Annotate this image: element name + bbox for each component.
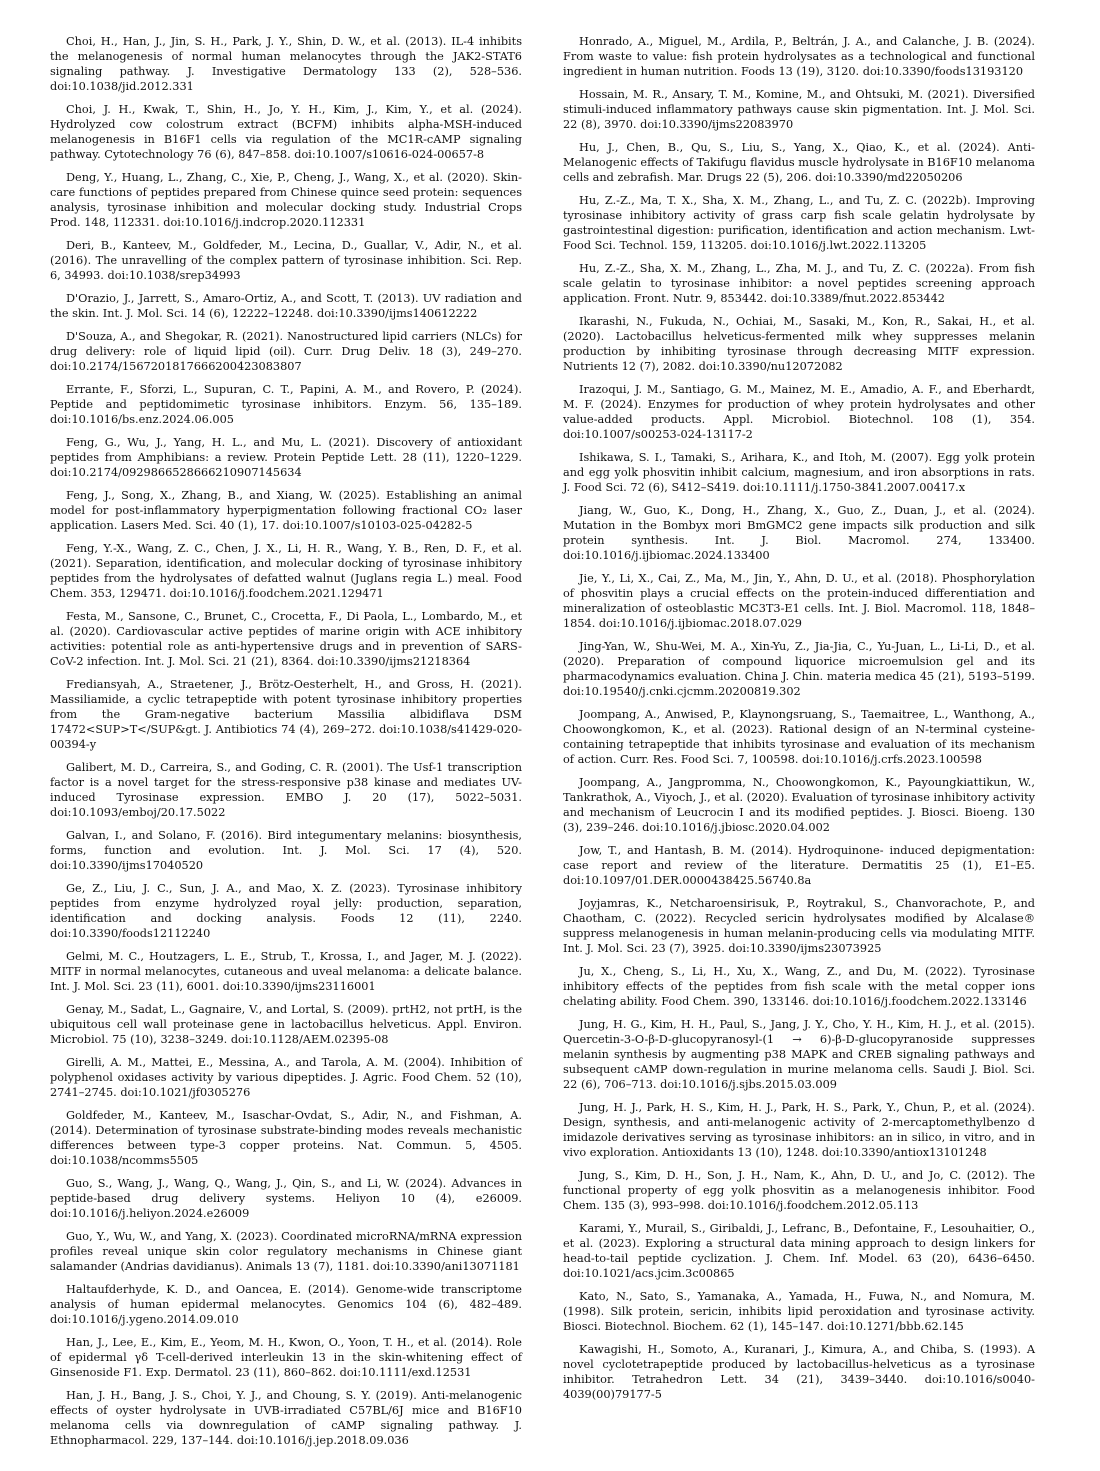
reference-entry: Jiang, W., Guo, K., Dong, H., Zhang, X., Guo, Z., Duan, J., et al. (2024). Mutation in the Bombyx mori BmGMC2 gene impacts silk production and silk protein synthesis. Int. J. Biol. Macromol. 274, 133400. doi:10.1016/j.ijbiomac.2024.133400 bbox=[563, 504, 1035, 562]
reference-entry: Kato, N., Sato, S., Yamanaka, A., Yamada, H., Fuwa, N., and Nomura, M. (1998). Silk protein, sericin, inhibits lipid peroxidation and tyrosinase activity. Biosci. Biotechnol. Biochem. 62 (1), 145–147. doi:10.1271/bbb.62.145 bbox=[563, 1290, 1035, 1333]
reference-entry: Guo, S., Wang, J., Wang, Q., Wang, J., Qin, S., and Li, W. (2024). Advances in peptide-based drug delivery systems. Heliyon 10 (4), e26009. doi:10.1016/j.heliyon.2024.e26009 bbox=[50, 1177, 522, 1220]
reference-entry: Jie, Y., Li, X., Cai, Z., Ma, M., Jin, Y., Ahn, D. U., et al. (2018). Phosphorylation of phosvitin plays a crucial effects on the protein-induced differentiation and mineralization of osteoblastic MC3T3-E1 cells. Int. J. Biol. Macromol. 118, 1848–1854. doi:10.1016/j.ijbiomac.2018.07.029 bbox=[563, 572, 1035, 630]
reference-entry: Feng, G., Wu, J., Yang, H. L., and Mu, L. (2021). Discovery of antioxidant peptides from Amphibians: a review. Protein Peptide Lett. 28 (11), 1220–1229. doi:10.2174/0929866528666210907145634 bbox=[50, 436, 522, 479]
reference-entry: Choi, J. H., Kwak, T., Shin, H., Jo, Y. H., Kim, J., Kim, Y., et al. (2024). Hydrolyzed cow colostrum extract (BCFM) inhibits alpha-MSH-induced melanogenesis in B16F1 cells via regulation of the MC1R-cAMP signaling pathway. Cytotechnology 76 (6), 847–858. doi:10.1007/s10616-024-00657-8 bbox=[50, 103, 522, 161]
reference-entry: Hossain, M. R., Ansary, T. M., Komine, M., and Ohtsuki, M. (2021). Diversified stimuli-induced inflammatory pathways cause skin pigmentation. Int. J. Mol. Sci. 22 (8), 3970. doi:10.3390/ijms22083970 bbox=[563, 88, 1035, 131]
reference-entry: Joompang, A., Jangpromma, N., Choowongkomon, K., Payoungkiattikun, W., Tankrathok, A., Viyoch, J., et al. (2020). Evaluation of tyrosinase inhibitory activity and mechanism of Leucrocin I and its modified peptides. J. Biosci. Bioeng. 130 (3), 239–246. doi:10.1016/j.jbiosc.2020.04.002 bbox=[563, 776, 1035, 834]
reference-entry: Jung, H. J., Park, H. S., Kim, H. J., Park, H. S., Park, Y., Chun, P., et al. (2024). Design, synthesis, and anti-melanogenic activity of 2-mercaptomethylbenzo d imidazole derivatives serving as tyrosinase inhibitors: an in silico, in vitro, and in vivo exploration. Antioxidants 13 (10), 1248. doi:10.3390/antiox13101248 bbox=[563, 1101, 1035, 1159]
reference-entry: Jung, H. G., Kim, H. H., Paul, S., Jang, J. Y., Cho, Y. H., Kim, H. J., et al. (2015). Quercetin-3-O-β-D-glucopyranosyl-(1 → 6)-β-D-glucopyranoside suppresses melanin synthesis by augmenting p38 MAPK and CREB signaling pathways and subsequent cAMP down-regulation in murine melanoma cells. Saudi J. Biol. Sci. 22 (6), 706–713. doi:10.1016/j.sjbs.2015.03.009 bbox=[563, 1018, 1035, 1091]
reference-entry: Galvan, I., and Solano, F. (2016). Bird integumentary melanins: biosynthesis, forms, function and evolution. Int. J. Mol. Sci. 17 (4), 520. doi:10.3390/ijms17040520 bbox=[50, 829, 522, 872]
reference-entry: Deng, Y., Huang, L., Zhang, C., Xie, P., Cheng, J., Wang, X., et al. (2020). Skin-care functions of peptides prepared from Chinese quince seed protein: sequences analysis, tyrosinase inhibition and molecular docking study. Industrial Crops Prod. 148, 112331. doi:10.1016/j.indcrop.2020.112331 bbox=[50, 171, 522, 229]
reference-entry: Galibert, M. D., Carreira, S., and Goding, C. R. (2001). The Usf-1 transcription factor is a novel target for the stress-responsive p38 kinase and mediates UV-induced Tyrosinase expression. EMBO J. 20 (17), 5022–5031. doi:10.1093/emboj/20.17.5022 bbox=[50, 761, 522, 819]
reference-entry: Karami, Y., Murail, S., Giribaldi, J., Lefranc, B., Defontaine, F., Lesouhaitier, O., et al. (2023). Exploring a structural data mining approach to design linkers for head-to-tail peptide cyclization. J. Chem. Inf. Model. 63 (20), 6436–6450. doi:10.1021/acs.jcim.3c00865 bbox=[563, 1222, 1035, 1280]
reference-entry: Hu, Z.-Z., Sha, X. M., Zhang, L., Zha, M. J., and Tu, Z. C. (2022a). From fish scale gelatin to tyrosinase inhibitor: a novel peptides screening approach application. Front. Nutr. 9, 853442. doi:10.3389/fnut.2022.853442 bbox=[563, 262, 1035, 305]
reference-entry: Hu, Z.-Z., Ma, T. X., Sha, X. M., Zhang, L., and Tu, Z. C. (2022b). Improving tyrosinase inhibitory activity of grass carp fish scale gelatin hydrolysate by gastrointestinal digestion: purification, identification and action mechanism. Lwt-Food Sci. Technol. 159, 113205. doi:10.1016/j.lwt.2022.113205 bbox=[563, 194, 1035, 252]
reference-entry: Girelli, A. M., Mattei, E., Messina, A., and Tarola, A. M. (2004). Inhibition of polyphenol oxidases activity by various dipeptides. J. Agric. Food Chem. 52 (10), 2741–2745. doi:10.1021/jf0305276 bbox=[50, 1056, 522, 1099]
reference-entry: Deri, B., Kanteev, M., Goldfeder, M., Lecina, D., Guallar, V., Adir, N., et al. (2016). The unravelling of the complex pattern of tyrosinase inhibition. Sci. Rep. 6, 34993. doi:10.1038/srep34993 bbox=[50, 239, 522, 282]
reference-entry: Jow, T., and Hantash, B. M. (2014). Hydroquinone- induced depigmentation: case report and review of the literature. Dermatitis 25 (1), E1–E5. doi:10.1097/01.DER.0000438425.56740.8a bbox=[563, 844, 1035, 887]
reference-entry: Ikarashi, N., Fukuda, N., Ochiai, M., Sasaki, M., Kon, R., Sakai, H., et al. (2020). Lactobacillus helveticus-fermented milk whey suppresses melanin production by inhibiting tyrosinase through decreasing MITF expression. Nutrients 12 (7), 2082. doi:10.3390/nu12072082 bbox=[563, 315, 1035, 373]
reference-entry: D'Orazio, J., Jarrett, S., Amaro-Ortiz, A., and Scott, T. (2013). UV radiation and the skin. Int. J. Mol. Sci. 14 (6), 12222–12248. doi:10.3390/ijms140612222 bbox=[50, 292, 522, 320]
reference-entry: Gelmi, M. C., Houtzagers, L. E., Strub, T., Krossa, I., and Jager, M. J. (2022). MITF in normal melanocytes, cutaneous and uveal melanoma: a delicate balance. Int. J. Mol. Sci. 23 (11), 6001. doi:10.3390/ijms23116001 bbox=[50, 950, 522, 993]
reference-entry: Goldfeder, M., Kanteev, M., Isaschar-Ovdat, S., Adir, N., and Fishman, A. (2014). Determination of tyrosinase substrate-binding modes reveals mechanistic differences between type-3 copper proteins. Nat. Commun. 5, 4505. doi:10.1038/ncomms5505 bbox=[50, 1109, 522, 1167]
reference-column-right bbox=[563, 34, 1035, 1410]
reference-entry: Han, J., Lee, E., Kim, E., Yeom, M. H., Kwon, O., Yoon, T. H., et al. (2014). Role of epidermal γδ T-cell-derived interleukin 13 in the skin-whitening effect of Ginsenoside F1. Exp. Dermatol. 23 (11), 860–862. doi:10.1111/exd.12531 bbox=[50, 1336, 522, 1379]
reference-entry: Hu, J., Chen, B., Qu, S., Liu, S., Yang, X., Qiao, K., et al. (2024). Anti-Melanogenic effects of Takifugu flavidus muscle hydrolysate in B16F10 melanoma cells and zebrafish. Mar. Drugs 22 (5), 206. doi:10.3390/md22050206 bbox=[563, 141, 1035, 184]
reference-entry: Choi, H., Han, J., Jin, S. H., Park, J. Y., Shin, D. W., et al. (2013). IL-4 inhibits the melanogenesis of normal human melanocytes through the JAK2-STAT6 signaling pathway. J. Investigative Dermatology 133 (2), 528–536. doi:10.1038/jid.2012.331 bbox=[50, 35, 522, 93]
reference-entry: Guo, Y., Wu, W., and Yang, X. (2023). Coordinated microRNA/mRNA expression profiles reveal unique skin color regulatory mechanisms in Chinese giant salamander (Andrias davidianus). Animals 13 (7), 1181. doi:10.3390/ani13071181 bbox=[50, 1230, 522, 1273]
reference-entry: Errante, F., Sforzi, L., Supuran, C. T., Papini, A. M., and Rovero, P. (2024). Peptide and peptidomimetic tyrosinase inhibitors. Enzym. 56, 135–189. doi:10.1016/bs.enz.2024.06.005 bbox=[50, 383, 522, 426]
reference-entry: Han, J. H., Bang, J. S., Choi, Y. J., and Choung, S. Y. (2019). Anti-melanogenic effects of oyster hydrolysate in UVB-irradiated C57BL/6J mice and B16F10 melanoma cells via downregulation of cAMP signaling pathway. J. Ethnopharmacol. 229, 137–144. doi:10.1016/j.jep.2018.09.036 bbox=[50, 1389, 522, 1447]
reference-entry: Jing-Yan, W., Shu-Wei, M. A., Xin-Yu, Z., Jia-Jia, C., Yu-Juan, L., Li-Li, D., et al. (2020). Preparation of compound liquorice microemulsion gel and its pharmacodynamics evaluation. China J. Chin. materia medica 45 (21), 5193–5199. doi:10.19540/j.cnki.cjcmm.20200819.302 bbox=[563, 640, 1035, 698]
reference-entry: Joompang, A., Anwised, P., Klaynongsruang, S., Taemaitree, L., Wanthong, A., Choowongkomon, K., et al. (2023). Rational design of an N-terminal cysteine-containing tetrapeptide that inhibits tyrosinase and evaluation of its mechanism of action. Curr. Res. Food Sci. 7, 100598. doi:10.1016/j.crfs.2023.100598 bbox=[563, 708, 1035, 766]
reference-entry: Feng, J., Song, X., Zhang, B., and Xiang, W. (2025). Establishing an animal model for post-inflammatory hyperpigmentation following fractional CO₂ laser application. Lasers Med. Sci. 40 (1), 17. doi:10.1007/s10103-025-04282-5 bbox=[50, 489, 522, 532]
reference-entry: Ju, X., Cheng, S., Li, H., Xu, X., Wang, Z., and Du, M. (2022). Tyrosinase inhibitory effects of the peptides from fish scale with the metal copper ions chelating ability. Food Chem. 390, 133146. doi:10.1016/j.foodchem.2022.133146 bbox=[563, 965, 1035, 1008]
reference-entry: Jung, S., Kim, D. H., Son, J. H., Nam, K., Ahn, D. U., and Jo, C. (2012). The functional property of egg yolk phosvitin as a melanogenesis inhibitor. Food Chem. 135 (3), 993–998. doi:10.1016/j.foodchem.2012.05.113 bbox=[563, 1169, 1035, 1212]
reference-entry: Kawagishi, H., Somoto, A., Kuranari, J., Kimura, A., and Chiba, S. (1993). A novel cyclotetrapeptide produced by lactobacillus-helveticus as a tyrosinase inhibitor. Tetrahedron Lett. 34 (21), 3439–3440. doi:10.1016/s0040-4039(00)79177-5 bbox=[563, 1343, 1035, 1401]
reference-entry: Haltaufderhyde, K. D., and Oancea, E. (2014). Genome-wide transcriptome analysis of human epidermal melanocytes. Genomics 104 (6), 482–489. doi:10.1016/j.ygeno.2014.09.010 bbox=[50, 1283, 522, 1326]
reference-entry: Ishikawa, S. I., Tamaki, S., Arihara, K., and Itoh, M. (2007). Egg yolk protein and egg yolk phosvitin inhibit calcium, magnesium, and iron absorptions in rats. J. Food Sci. 72 (6), S412–S419. doi:10.1111/j.1750-3841.2007.00417.x bbox=[563, 451, 1035, 494]
reference-entry: Festa, M., Sansone, C., Brunet, C., Crocetta, F., Di Paola, L., Lombardo, M., et al. (2020). Cardiovascular active peptides of marine origin with ACE inhibitory activities: potential role as anti-hypertensive drugs and in prevention of SARS-CoV-2 infection. Int. J. Mol. Sci. 21 (21), 8364. doi:10.3390/ijms21218364 bbox=[50, 610, 522, 668]
reference-entry: Honrado, A., Miguel, M., Ardila, P., Beltrán, J. A., and Calanche, J. B. (2024). From waste to value: fish protein hydrolysates as a technological and functional ingredient in human nutrition. Foods 13 (19), 3120. doi:10.3390/foods13193120 bbox=[563, 35, 1035, 78]
reference-column-left bbox=[50, 34, 522, 1456]
reference-entry: Ge, Z., Liu, J. C., Sun, J. A., and Mao, X. Z. (2023). Tyrosinase inhibitory peptides from enzyme hydrolyzed royal jelly: production, separation, identification and docking analysis. Foods 12 (11), 2240. doi:10.3390/foods12112240 bbox=[50, 882, 522, 940]
reference-entry: Genay, M., Sadat, L., Gagnaire, V., and Lortal, S. (2009). prtH2, not prtH, is the ubiquitous cell wall proteinase gene in lactobacillus helveticus. Appl. Environ. Microbiol. 75 (10), 3238–3249. doi:10.1128/AEM.02395-08 bbox=[50, 1003, 522, 1046]
reference-entry: Joyjamras, K., Netcharoensirisuk, P., Roytrakul, S., Chanvorachote, P., and Chaotham, C. (2022). Recycled sericin hydrolysates modified by Alcalase® suppress melanogenesis in human melanin-producing cells via modulating MITF. Int. J. Mol. Sci. 23 (7), 3925. doi:10.3390/ijms23073925 bbox=[563, 897, 1035, 955]
reference-entry: Irazoqui, J. M., Santiago, G. M., Mainez, M. E., Amadio, A. F., and Eberhardt, M. F. (2024). Enzymes for production of whey protein hydrolysates and other value-added products. Appl. Microbiol. Biotechnol. 108 (1), 354. doi:10.1007/s00253-024-13117-2 bbox=[563, 383, 1035, 441]
reference-entry: Frediansyah, A., Straetener, J., Brötz-Oesterhelt, H., and Gross, H. (2021). Massiliamide, a cyclic tetrapeptide with potent tyrosinase inhibitory properties from the Gram-negative bacterium Massilia albidiflava DSM 17472<SUP>T</SUP&gt. J. Antibiotics 74 (4), 269–272. doi:10.1038/s41429-020-00394-y bbox=[50, 678, 522, 751]
reference-entry: D'Souza, A., and Shegokar, R. (2021). Nanostructured lipid carriers (NLCs) for drug delivery: role of liquid lipid (oil). Curr. Drug Deliv. 18 (3), 249–270. doi:10.2174/1567201817666200423083807 bbox=[50, 330, 522, 373]
reference-entry: Feng, Y.-X., Wang, Z. C., Chen, J. X., Li, H. R., Wang, Y. B., Ren, D. F., et al. (2021). Separation, identification, and molecular docking of tyrosinase inhibitory peptides from the hydrolysates of defatted walnut (Juglans regia L.) meal. Food Chem. 353, 129471. doi:10.1016/j.foodchem.2021.129471 bbox=[50, 542, 522, 600]
